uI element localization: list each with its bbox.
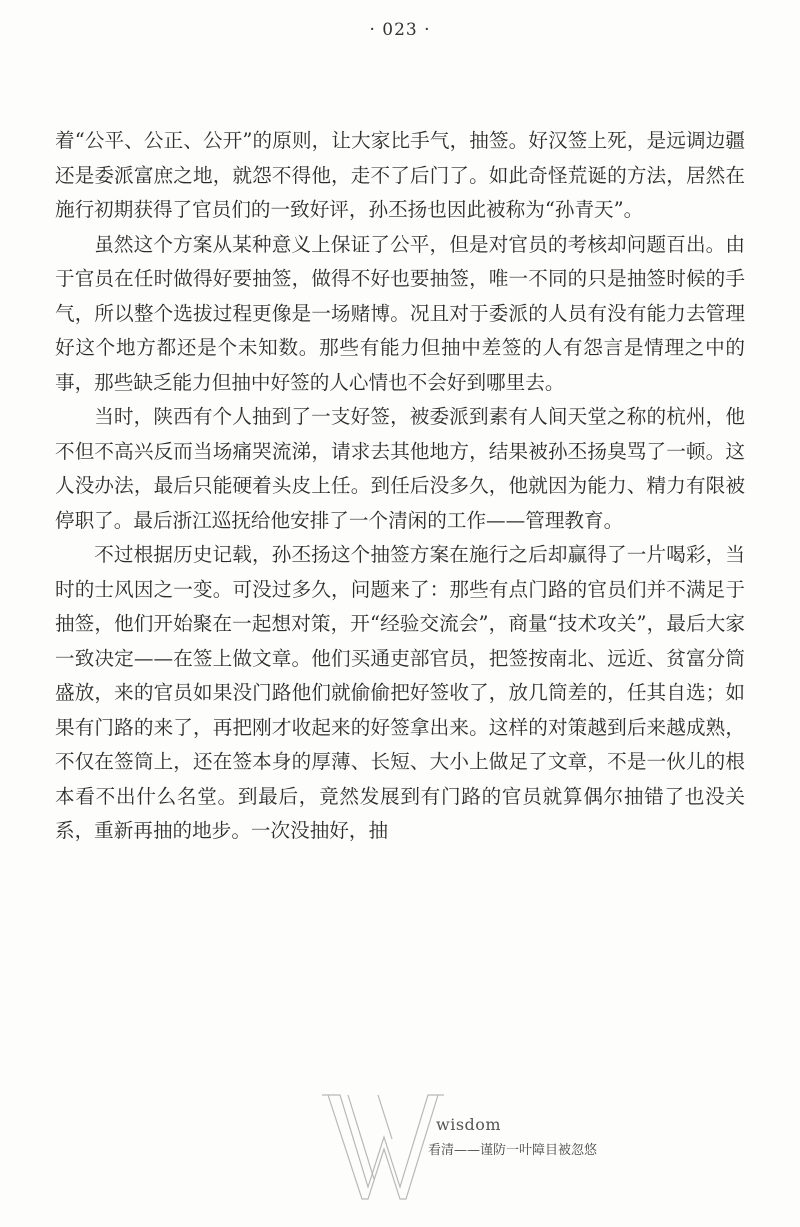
- footer-logo: [318, 1087, 638, 1207]
- brand-word: wisdom: [436, 1115, 502, 1134]
- paragraph-4: 不过根据历史记载，孙丕扬这个抽签方案在施行之后却赢得了一片喝彩，当时的士风因之一变。可没过多久，问题来了：那些有点门路的官员们并不满足于抽签，他们开始聚在一起想对策，开“经验交流会”，商量“技术攻关”，最后大家一致决定——在签上做文章。他们买通吏部官员，把签按南北、远近、贫富分筒盛放，来的官员如果没门路他们就偷偷把好签收了，放几筒差的，任其自选；如果有门路的来了，再把刚才收起来的好签拿出来。这样的对策越到后来越成熟，不仅在签筒上，还在签本身的厚薄、长短、大小上做足了文章，不是一伙儿的根本看不出什么名堂。到最后，竟然发展到有门路的官员就算偶尔抽错了也没关系，重新再抽的地步。一次没抽好，抽: [55, 543, 745, 842]
- body-text: [55, 124, 745, 849]
- paragraph-2: 虽然这个方案从某种意义上保证了公平，但是对官员的考核却问题百出。由于官员在任时做得好要抽签，做得不好也要抽签，唯一不同的只是抽签时候的手气，所以整个选拔过程更像是一场赌博。况且对于委派的人员有没有能力去管理好这个地方都还是个未知数。那些有能力但抽中差签的人有怨言是情理之中的事，那些缺乏能力但抽中好签的人心情也不会好到哪里去。: [55, 232, 745, 394]
- page-number: · 023 ·: [369, 20, 431, 40]
- paragraph-1: 着“公平、公正、公开”的原则，让大家比手气，抽签。好汉签上死，是远调边疆还是委派富庶之地，就怨不得他，走不了后门了。如此奇怪荒诞的方法，居然在施行初期获得了官员们的一致好评，孙丕扬也因此被称为“孙青天”。: [55, 129, 745, 221]
- paragraph-3: 当时，陕西有个人抽到了一支好签，被委派到素有人间天堂之称的杭州，他不但不高兴反而当场痛哭流涕，请求去其他地方，结果被孙丕扬臭骂了一顿。这人没办法，最后只能硬着头皮上任。到任后没多久，他就因为能力、精力有限被停职了。最后浙江巡抚给他安排了一个清闲的工作——管理教育。: [55, 405, 745, 532]
- brand-tagline: 看清——谨防一叶障目被忽悠: [428, 1143, 598, 1158]
